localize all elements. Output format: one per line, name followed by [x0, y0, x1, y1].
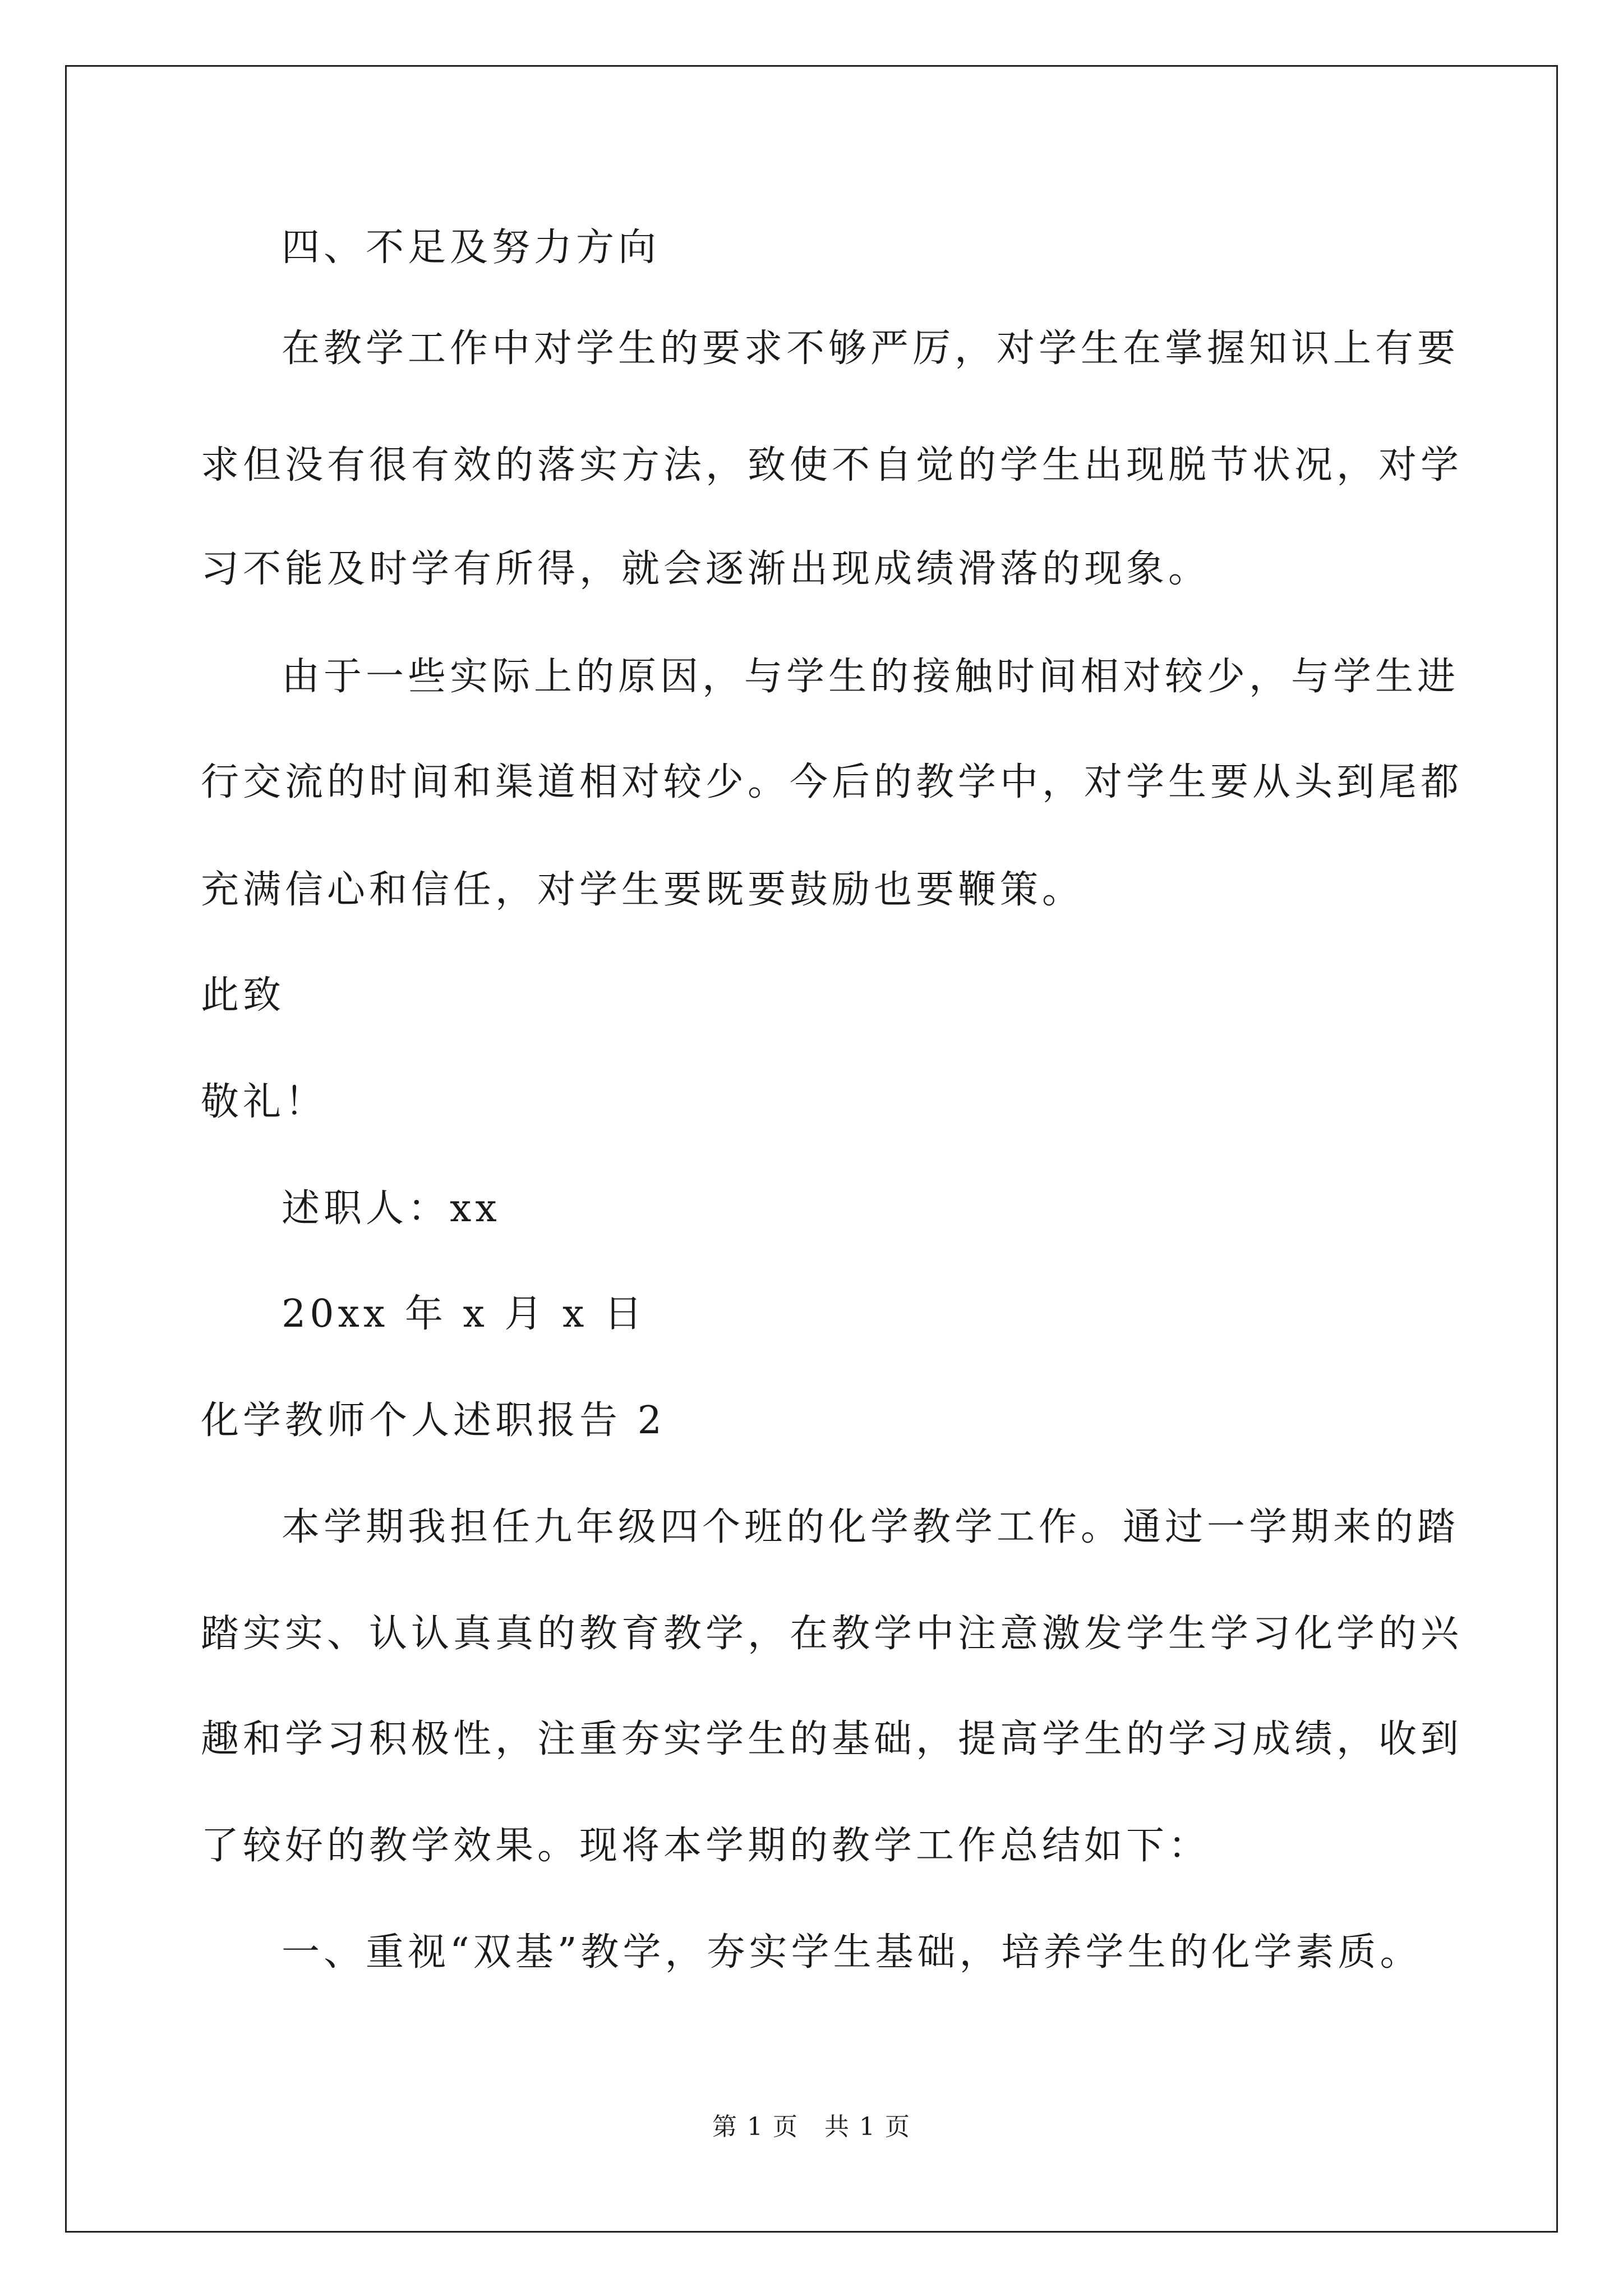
paragraph-1-line-3: 习不能及时学有所得，就会逐渐出现成绩滑落的现象。: [201, 547, 1211, 591]
paragraph-2-line-1: 由于一些实际上的原因，与学生的接触时间相对较少，与学生进: [282, 655, 1460, 699]
date: 20xx 年 x 月 x 日: [282, 1292, 647, 1336]
report-title-2: 化学教师个人述职报告 2: [201, 1398, 666, 1443]
paragraph-3-line-1: 本学期我担任九年级四个班的化学教学工作。通过一学期来的踏: [282, 1505, 1460, 1549]
paragraph-1-line-2: 求但没有很有效的落实方法，致使不自觉的学生出现脱节状况，对学: [201, 443, 1463, 487]
paragraph-2-line-2: 行交流的时间和渠道相对较少。今后的教学中，对学生要从头到尾都: [201, 760, 1463, 804]
paragraph-2-line-3: 充满信心和信任，对学生要既要鼓励也要鞭策。: [201, 868, 1085, 912]
paragraph-3-line-3: 趣和学习积极性，注重夯实学生的基础，提高学生的学习成绩，收到: [201, 1717, 1463, 1761]
paragraph-1-line-1: 在教学工作中对学生的要求不够严厉，对学生在掌握知识上有要: [282, 326, 1460, 371]
section-heading-1: 一、重视“双基”教学，夯实学生基础，培养学生的化学素质。: [282, 1930, 1422, 1975]
paragraph-3-line-4: 了较好的教学效果。现将本学期的教学工作总结如下：: [201, 1824, 1211, 1868]
signature: 述职人：xx: [282, 1186, 501, 1231]
page-footer: 第 1 页 共 1 页: [712, 2113, 911, 2141]
page-border: [65, 65, 1558, 2233]
section-heading-4: 四、不足及努力方向: [282, 226, 661, 270]
paragraph-3-line-2: 踏实实、认认真真的教育教学，在教学中注意激发学生学习化学的兴: [201, 1612, 1463, 1656]
closing-1: 此致: [201, 973, 285, 1018]
closing-2: 敬礼！: [201, 1080, 328, 1124]
